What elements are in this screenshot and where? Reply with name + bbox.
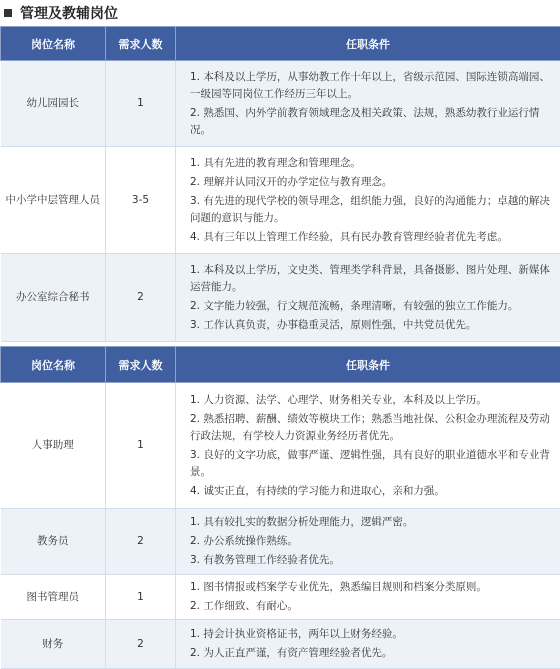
table-header-row [1, 347, 560, 383]
requirements-list [176, 69, 560, 139]
requirement-item: 1. 本科及以上学历，文史类、管理类学科背景，具备摄影、图片处理、新媒体运营能力。 [190, 262, 553, 296]
table-row [1, 254, 560, 342]
requirement-item: 2. 熟悉招聘、薪酬、绩效等模块工作；熟悉当地社保、公积金办理流程及劳动行政法规，有学校人力资源业务经历者优先。 [190, 411, 553, 445]
headcount: 1 [106, 383, 176, 509]
section-header [0, 0, 560, 26]
headcount: 2 [106, 254, 176, 342]
requirement-item: 1. 人力资源、法学、心理学、财务相关专业，本科及以上学历。 [190, 392, 553, 409]
requirement-item: 3. 有先进的现代学校的领导理念，组织能力强，良好的沟通能力；卓越的解决问题的意识与能力。 [190, 193, 553, 227]
table-row [1, 61, 560, 147]
requirements-cell [176, 147, 560, 254]
position-name: 幼儿园园长 [1, 61, 106, 147]
requirements-list [176, 262, 560, 334]
requirement-item: 1. 具有较扎实的数据分析处理能力，逻辑严密。 [190, 514, 553, 531]
table-support [0, 346, 560, 669]
requirements-cell [176, 575, 560, 620]
position-name: 中小学中层管理人员 [1, 147, 106, 254]
requirements-list [176, 392, 560, 500]
requirement-item: 2. 为人正直严谨，有资产管理经验者优先。 [190, 645, 553, 662]
requirement-item: 3. 良好的文字功底，做事严谨、逻辑性强，具有良好的职业道德水平和专业背景。 [190, 447, 553, 481]
requirements-cell [176, 509, 560, 575]
requirement-item: 4. 具有三年以上管理工作经验，具有民办教育管理经验者优先考虑。 [190, 229, 553, 246]
square-bullet-icon [4, 9, 12, 17]
section-title: 管理及教辅岗位 [20, 3, 118, 23]
table-row [1, 509, 560, 575]
header-count: 需求人数 [106, 27, 176, 61]
requirement-item: 1. 具有先进的教育理念和管理理念。 [190, 155, 553, 172]
table-management [0, 26, 560, 342]
position-name: 办公室综合秘书 [1, 254, 106, 342]
headcount: 1 [106, 575, 176, 620]
position-name: 教务员 [1, 509, 106, 575]
requirement-item: 2. 理解并认同汉开的办学定位与教育理念。 [190, 174, 553, 191]
header-requirements: 任职条件 [176, 27, 560, 61]
requirements-cell [176, 620, 560, 669]
table-row [1, 147, 560, 254]
headcount: 2 [106, 620, 176, 669]
requirement-item: 1. 图书情报或档案学专业优先，熟悉编目规则和档案分类原则。 [190, 579, 553, 596]
position-name: 人事助理 [1, 383, 106, 509]
position-name: 图书管理员 [1, 575, 106, 620]
requirement-item: 2. 文字能力较强，行文规范流畅，条理清晰，有较强的独立工作能力。 [190, 298, 553, 315]
requirements-list [176, 626, 560, 662]
table-row [1, 575, 560, 620]
requirements-list [176, 155, 560, 246]
requirement-item: 3. 有教务管理工作经验者优先。 [190, 552, 553, 569]
headcount: 3-5 [106, 147, 176, 254]
position-name: 财务 [1, 620, 106, 669]
table-row [1, 383, 560, 509]
headcount: 1 [106, 61, 176, 147]
requirement-item: 1. 持会计执业资格证书，两年以上财务经验。 [190, 626, 553, 643]
requirement-item: 2. 工作细致、有耐心。 [190, 598, 553, 615]
header-position: 岗位名称 [1, 27, 106, 61]
requirements-cell [176, 254, 560, 342]
table-header-row [1, 27, 560, 61]
header-count: 需求人数 [106, 347, 176, 383]
requirement-item: 2. 熟悉国、内外学前教育领域理念及相关政策、法规，熟悉幼教行业运行情况。 [190, 105, 553, 139]
requirement-item: 3. 工作认真负责，办事稳重灵活，原则性强，中共党员优先。 [190, 317, 553, 334]
requirements-list [176, 579, 560, 615]
requirement-item: 1. 本科及以上学历，从事幼教工作十年以上，省级示范园、国际连锁高端园、一级园等同岗位工作经历三年以上。 [190, 69, 553, 103]
header-position: 岗位名称 [1, 347, 106, 383]
header-requirements: 任职条件 [176, 347, 560, 383]
requirements-cell [176, 383, 560, 509]
headcount: 2 [106, 509, 176, 575]
requirement-item: 4. 诚实正直，有持续的学习能力和进取心，亲和力强。 [190, 483, 553, 500]
requirements-list [176, 514, 560, 569]
table-row [1, 620, 560, 669]
requirements-cell [176, 61, 560, 147]
requirement-item: 2. 办公系统操作熟练。 [190, 533, 553, 550]
